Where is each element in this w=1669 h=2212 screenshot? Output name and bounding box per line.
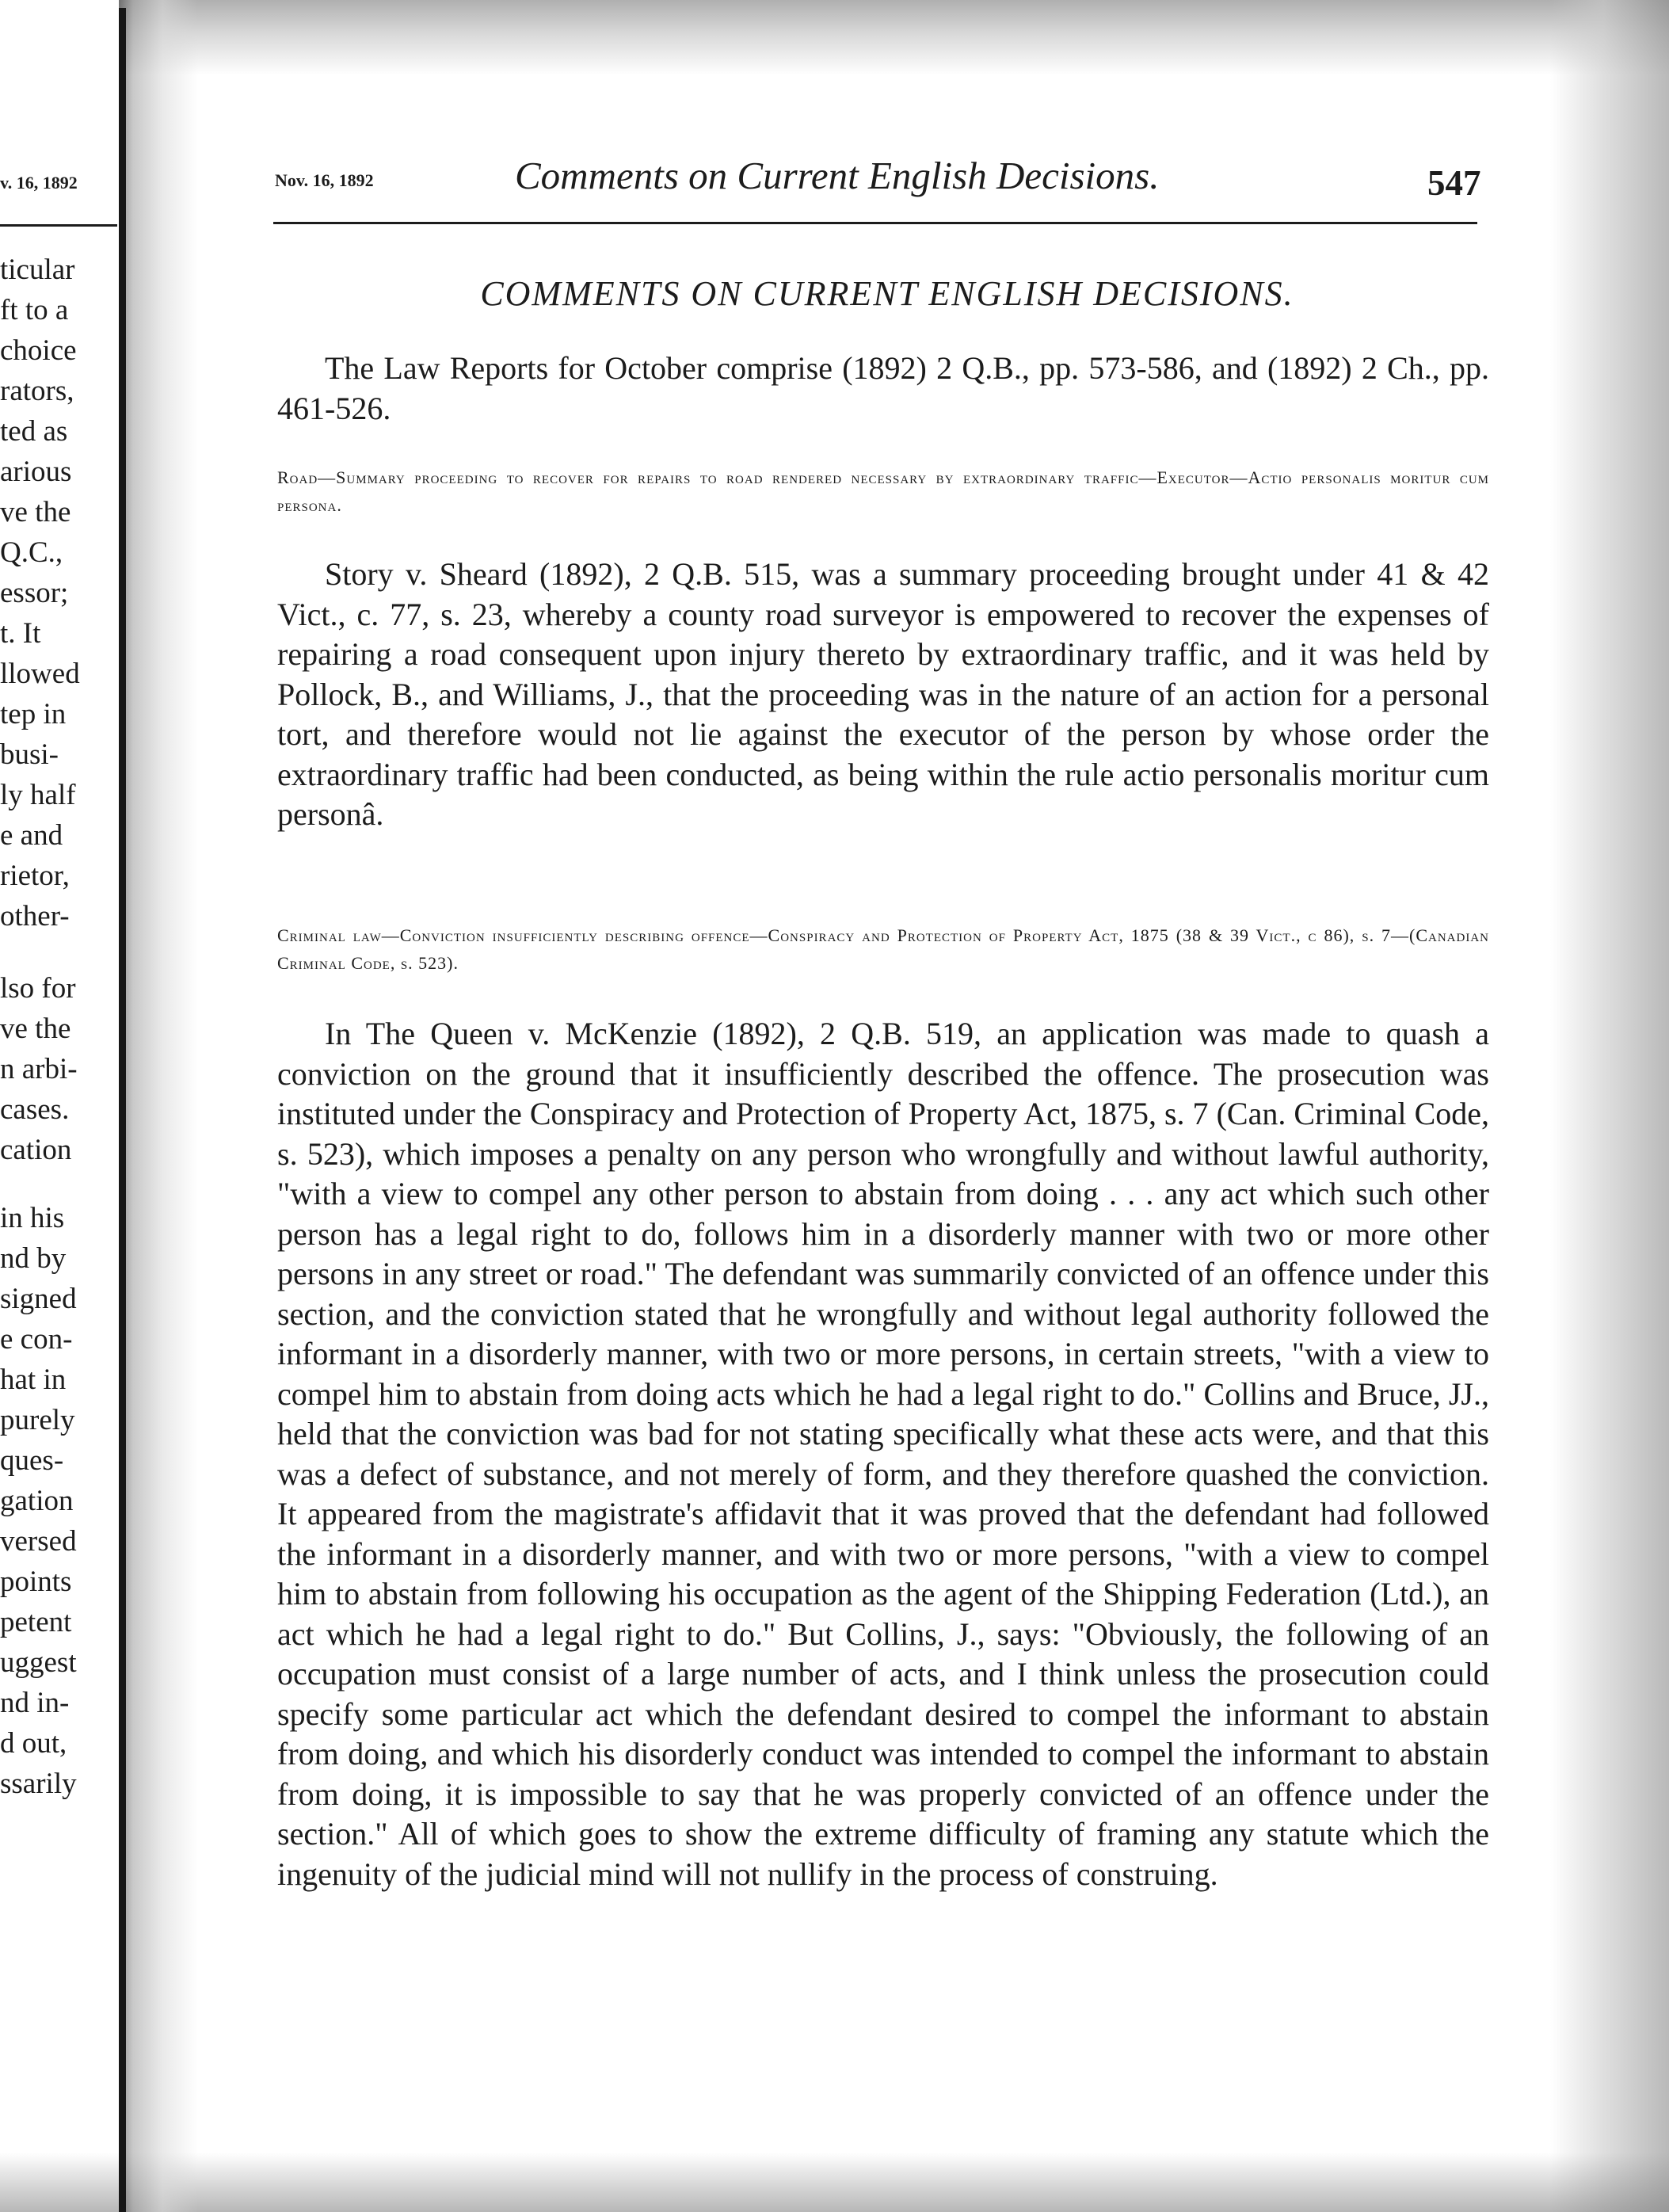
intro-paragraph: The Law Reports for October comprise (1892) 2 Q.B., pp. 573-586, and (1892) 2 Ch., pp. 461-526.	[277, 350, 1489, 426]
left-page-line: versed	[0, 1525, 77, 1558]
left-page-line: d out,	[0, 1727, 67, 1760]
scan-edge-bottom	[0, 2153, 1669, 2212]
left-page-line: e con-	[0, 1323, 73, 1356]
running-head-rule	[273, 222, 1477, 224]
left-page-line: nd by	[0, 1242, 67, 1275]
left-page-line: in his	[0, 1202, 65, 1234]
left-page-line: tep in	[0, 698, 67, 730]
section-body-queen-v-mckenzie: In The Queen v. McKenzie (1892), 2 Q.B. 519, an application was made to quash a conviction on the ground that it insufficiently described the offence. The prosecution was instituted under the Conspiracy and Protection of Property Act, 1875, s. 7 (Can. Criminal Code, s. 523), which imposes a penalty on any person who wrongfully and without lawful authority, "with a view to compel any other person to abstain from doing . . . any act which such other person has a legal right to do, follows him in a disorderly manner with two or more other persons in any street or road." The defendant was summarily convicted of an offence under this section, and the conviction stated that he wrongfully and without legal authority followed the informant in a disorderly manner, with two or more persons, in certain streets, "with a view to compel him to abstain from doing acts which he had a legal right to do." Collins and Bruce, JJ., held that the conviction was bad for not stating specifically what these acts were, and that this was a defect of substance, and not merely of form, and they therefore quashed the conviction. It appeared from the magistrate's affidavit that it was proved that the defendant had followed the informant in a disorderly manner, and with two or more persons, "with a view to compel him to abstain from following his occupation as the agent of the Shipping Federation (Ltd.), an act which he had a legal right to do." But Collins, J., says: "Obviously, the following of an occupation must consist of a large number of acts, and I think unless the prosecution could specify some particular act which the defendant desired to compel the informant to abstain from doing, and which his disorderly conduct was intended to compel the informant to abstain from doing, it is impossible to say that he was properly convicted of an offence under the section." All of which goes to show the extreme difficulty of framing any statute which the ingenuity of the judicial mind will not nullify in the process of construing.	[277, 1016, 1489, 1892]
left-page-line: rators,	[0, 375, 74, 407]
left-page-line: nd in-	[0, 1687, 70, 1719]
page-number: 547	[1427, 163, 1481, 203]
left-page-line: points	[0, 1566, 72, 1598]
left-page-line: essor;	[0, 577, 69, 609]
left-page-line: hat in	[0, 1363, 67, 1396]
scan-edge-right	[1550, 0, 1669, 2212]
left-page-line: lso for	[0, 972, 76, 1005]
left-page-line: signed	[0, 1283, 77, 1315]
left-page-running-head: v. 16, 1892	[0, 173, 78, 193]
left-page-line: arious	[0, 456, 72, 488]
section-heading-road: Road—Summary proceeding to recover for repairs to road rendered necessary by extraordinary traffic—Executor—Actio personalis moritur cum persona.	[277, 467, 1489, 515]
running-head-date: Nov. 16, 1892	[275, 170, 374, 190]
left-page-line: purely	[0, 1404, 75, 1436]
left-page-line: gation	[0, 1485, 74, 1517]
left-page-line: ques-	[0, 1444, 64, 1477]
left-page-line: other-	[0, 900, 70, 932]
left-page-line: cation	[0, 1134, 72, 1166]
left-page-line: cases.	[0, 1093, 70, 1126]
book-gutter-line	[119, 8, 126, 2212]
left-page-line: ticular	[0, 254, 75, 286]
left-page-line: llowed	[0, 658, 80, 690]
book-gutter-shadow	[119, 0, 198, 2212]
left-page-line: rietor,	[0, 860, 70, 892]
left-page-line: ve the	[0, 1013, 71, 1045]
left-page-line: petent	[0, 1606, 72, 1638]
left-page-line: ly half	[0, 779, 76, 811]
left-page-line: ve the	[0, 496, 71, 528]
left-page-line: n arbi-	[0, 1053, 78, 1085]
left-page-line: uggest	[0, 1646, 77, 1679]
left-page-line: ted as	[0, 415, 68, 448]
left-page-line: t. It	[0, 617, 41, 650]
section-heading-criminal-law: Criminal law—Conviction insufficiently describing offence—Conspiracy and Protection of Property Act, 1875 (38 & 39 Vict., c 86), s. 7—(Canadian Criminal Code, s. 523).	[277, 925, 1489, 973]
article-title: COMMENTS ON CURRENT ENGLISH DECISIONS.	[480, 274, 1294, 313]
left-page-fragment	[0, 0, 119, 2212]
running-head-title: Comments on Current English Decisions.	[515, 154, 1160, 197]
section-body-story-v-sheard: Story v. Sheard (1892), 2 Q.B. 515, was a summary proceeding brought under 41 & 42 Vict., c. 77, s. 23, whereby a county road surveyor is empowered to recover the expenses of repairing a road consequent upon injury thereto by extraordinary traffic, and it was held by Pollock, B., and Williams, J., that the proceeding was in the nature of an action for a personal tort, and therefore would not lie against the executor of the person by whose order the extraordinary traffic had been conducted, as being within the rule actio personalis moritur cum personâ.	[277, 556, 1489, 832]
left-page-head-rule	[0, 224, 117, 227]
left-page-line: Q.C.,	[0, 536, 63, 569]
left-page-line: ft to a	[0, 294, 69, 326]
left-page-line: busi-	[0, 738, 59, 771]
scan-edge-top	[119, 0, 1669, 75]
left-page-line: ssarily	[0, 1768, 77, 1800]
left-page-line: choice	[0, 334, 77, 367]
left-page-line: e and	[0, 819, 63, 852]
